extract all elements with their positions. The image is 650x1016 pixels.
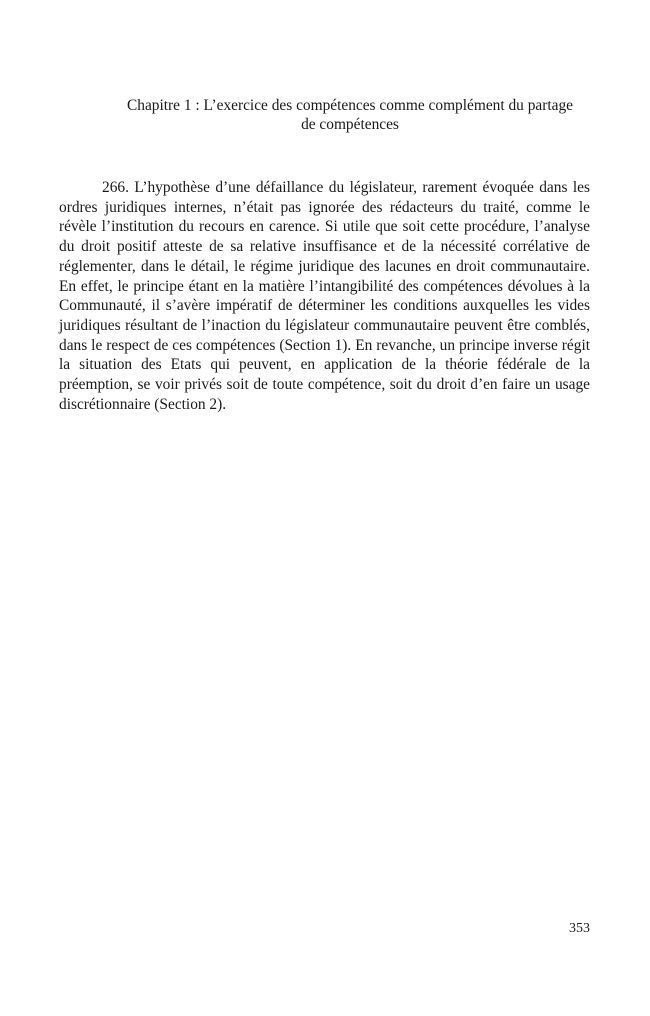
chapter-title-line-1: Chapitre 1 : L’exercice des compétences comme complément du partage <box>126 97 573 114</box>
chapter-title <box>80 96 620 134</box>
paragraph-266: 266. L’hypothèse d’une défaillance du législateur, rarement évoquée dans les ordres juridiques internes, n’était pas ignorée des rédacteurs du traité, comme le révèle l’institution du recours en carence. Si utile que soit cette procédure, l’analyse du droit positif atteste de sa relative insuffisance et de la nécessité corrélative de réglementer, dans le détail, le régime juridique des lacunes en droit communautaire. En effet, le principe étant en la matière l’intangibilité des compétences dévolues à la Communauté, il s’avère impératif de déterminer les conditions auxquelles les vides juridiques résultant de l’inaction du législateur communautaire peuvent être comblés, dans le respect de ces compétences (Section 1). En revanche, un principe inverse régit la situation des Etats qui peuvent, en application de la théorie fédérale de la préemption, se voir privés soit de toute compétence, soit du droit d’en faire un usage discrétionnaire (Section 2). <box>59 179 590 413</box>
page-number: 353 <box>569 921 590 936</box>
chapter-title-line-2: de compétences <box>301 116 399 133</box>
